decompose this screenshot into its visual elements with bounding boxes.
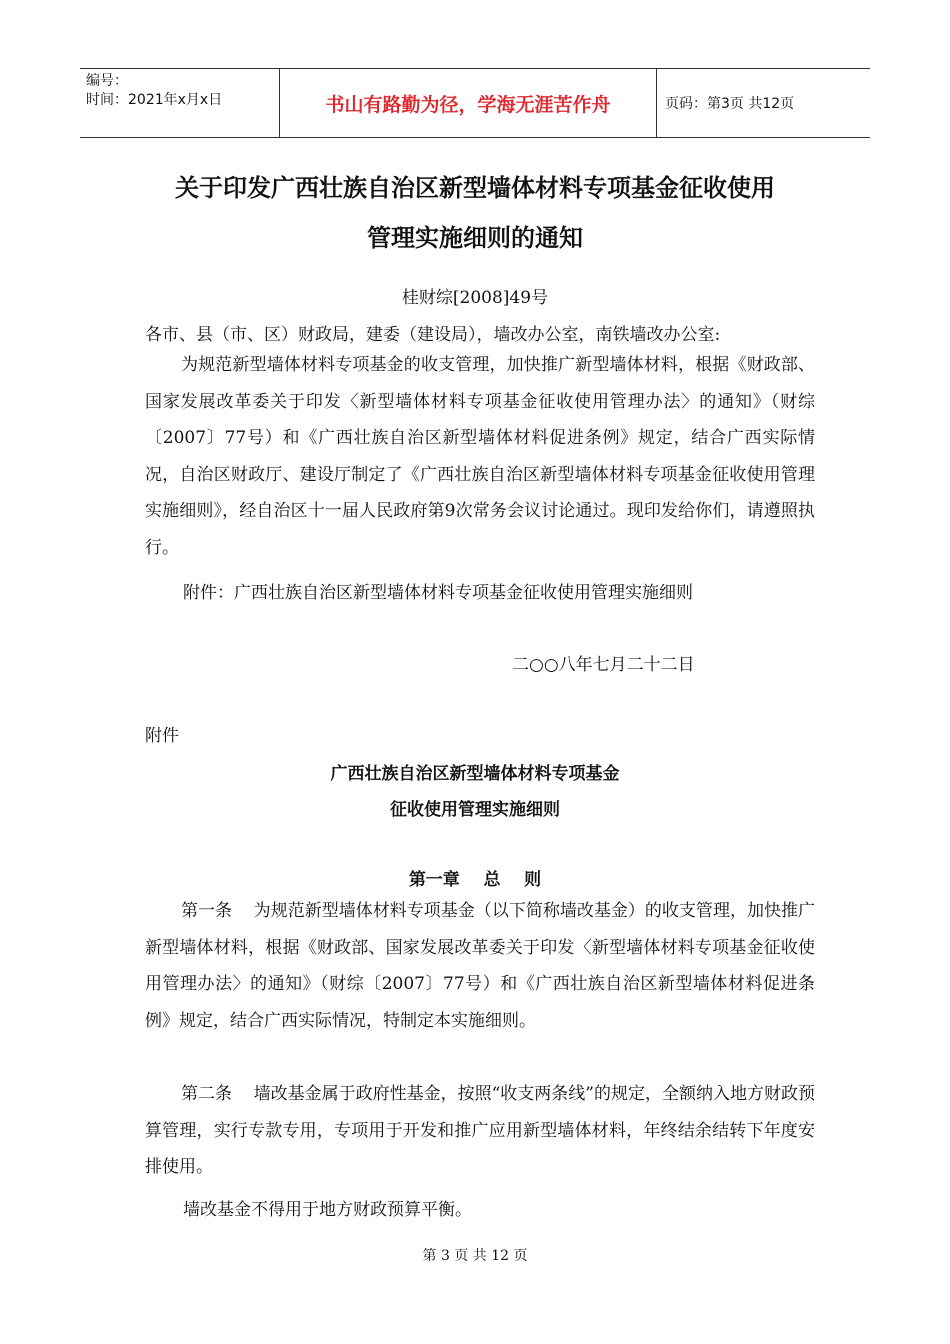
addressee: 各市、县（市、区）财政局，建委（建设局），墙改办公室，南铁墙改办公室: <box>145 325 721 345</box>
page-header <box>80 68 870 138</box>
sub-title-line1: 广西壮族自治区新型墙体材料专项基金 <box>330 764 620 784</box>
body-paragraph: 为规范新型墙体材料专项基金的收支管理，加快推广新型墙体材料，根据《财政部、国家发展改革委关于印发〈新型墙体材料专项基金征收使用管理办法〉的通知》（财综〔2007〕77号）和《广西壮族自治区新型墙体材料促进条例》规定，结合广西实际情况，自治区财政厅、建设厅制定了《广西壮族自治区新型墙体材料专项基金征收使用管理实施细则》，经自治区十一届人民政府第9次常务会议讨论通过。现印发给你们，请遵照执行。 <box>145 355 815 558</box>
attachment-note: 附件：广西壮族自治区新型墙体材料专项基金征收使用管理实施细则 <box>183 583 693 603</box>
number-label: 编号： <box>86 73 128 89</box>
date-label: 时间：2021年x月x日 <box>86 92 223 108</box>
doc-title-line1: 关于印发广西壮族自治区新型墙体材料专项基金征收使用 <box>175 174 775 202</box>
doc-title-line2: 管理实施细则的通知 <box>367 224 583 252</box>
article-2: 第二条 墙改基金属于政府性基金，按照“收支两条线”的规定，全额纳入地方财政预算管理，实行专款专用，专项用于开发和推广应用新型墙体材料，年终结余结转下年度安排使用。 <box>145 1084 815 1177</box>
doc-number: 桂财综[2008]49号 <box>401 288 549 308</box>
article-2-note: 墙改基金不得用于地方财政预算平衡。 <box>183 1200 472 1220</box>
page-footer: 第 3 页 共 12 页 <box>422 1248 528 1264</box>
article-1: 第一条 为规范新型墙体材料专项基金（以下简称墙改基金）的收支管理，加快推广新型墙体材料，根据《财政部、国家发展改革委关于印发〈新型墙体材料专项基金征收使用管理办法〉的通知》（财综〔2007〕77号）和《广西壮族自治区新型墙体材料促进条例》规定，结合广西实际情况，特制定本实施细则。 <box>145 901 815 1031</box>
header-motto: 书山有路勤为径，学海无涯苦作舟 <box>280 69 657 137</box>
header-meta <box>80 69 280 137</box>
issue-date: 二○○八年七月二十二日 <box>512 655 695 675</box>
sub-title-line2: 征收使用管理实施细则 <box>390 800 560 820</box>
chapter-heading: 第一章 总 则 <box>408 870 542 890</box>
attachment-label: 附件 <box>145 726 179 746</box>
header-page-info: 页码：第3页 共12页 <box>665 96 795 112</box>
